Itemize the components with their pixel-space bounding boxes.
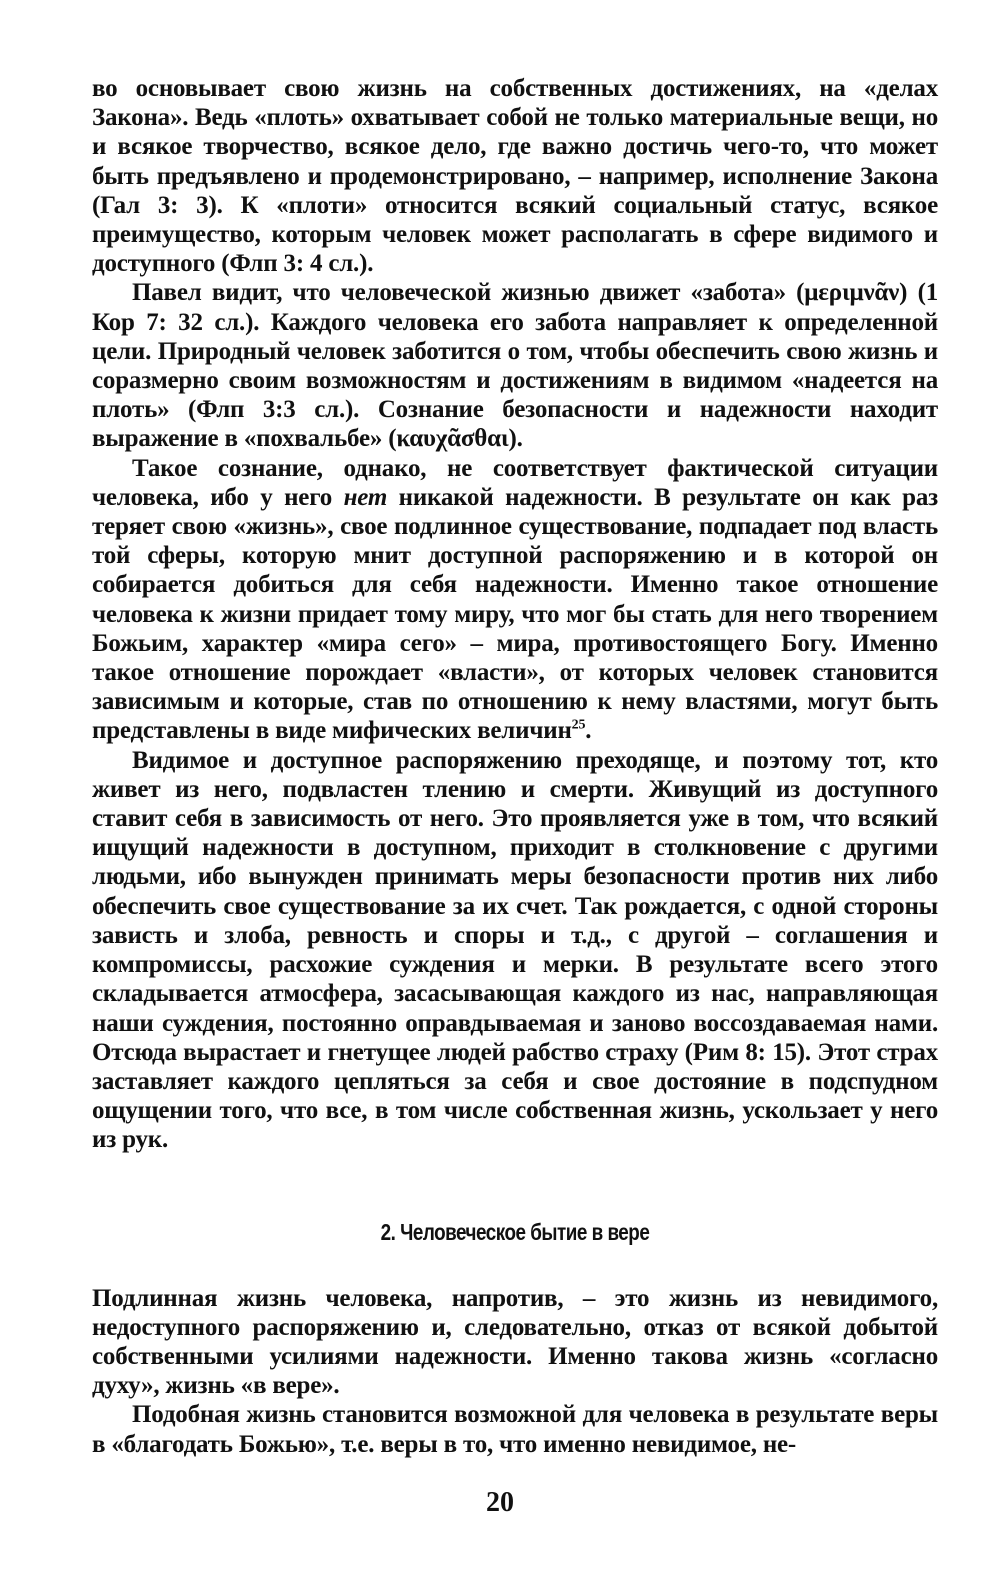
paragraph-3-text-b: никакой надежности. В результате он как раз теряет свою «жизнь», свое подлинное существование, подпадает под власть той сферы, которую мнит доступной распоряжению и в которой он собирается добиться для себя надежности. Именно такое отношение человека к жизни придает тому миру, что мог бы стать для него творением Божьим, характер «мира сего» – мира, противостоящего Богу. Именно такое отношение порождает «власти», от которых человек становится зависимым и которые, став по отношению к нему властями, могут быть представлены в виде мифических величин — [92, 483, 938, 745]
emphasis-word: нет — [343, 483, 388, 511]
paragraph-5: Подлинная жизнь человека, напротив, – это жизнь из невидимого, недоступного распоряжению и, следовательно, отказ от всякой добытой собственными усилиями надежности. Именно такова жизнь «согласно духу», жизнь «в вере». — [92, 1284, 938, 1400]
paragraph-2: Павел видит, что человеческой жизнью движет «забота» (μεριμνᾶν) (1 Кор 7: 32 сл.). Каждого человека его забота направляет к определенной цели. Природный человек заботится о том, чтобы обеспечить свою жизнь и соразмерно своим возможностям и достижениям в видимом «надеется на плоть» (Флп 3:3 сл.). Сознание безопасности и надежности находит выражение в «похвальбе» (καυχᾶσθαι). — [92, 279, 938, 453]
paragraph-4: Видимое и доступное распоряжению преходяще, и поэтому тот, кто живет из него, подвластен тлению и смерти. Живущий из доступного ставит себя в зависимость от него. Это проявляется уже в том, что всякий ищущий надежности в доступном, приходит в столкновение с другими людьми, ибо вынужден принимать меры безопасности против них либо обеспечить свое существование за их счет. Так рождается, с одной стороны зависть и злоба, ревность и споры и т.д., с другой – соглашения и компромиссы, расхожие суждения и мерки. В результате всего этого складывается атмосфера, засасывающая каждого из нас, направляющая наши суждения, постоянно оправдываемая и заново воссоздаваемая нами. Отсюда вырастает и гнетущее людей рабство страху (Рим 8: 15). Этот страх заставляет каждого цепляться за себя и свое достояние в подспудном ощущении того, что все, в том числе собственная жизнь, ускользает у него из рук. — [92, 746, 938, 1154]
paragraph-3-text-a: Такое сознание, однако, не соответствует фактической ситуации человека, ибо у него — [92, 454, 938, 511]
section-heading: 2. Человеческое бытие в вере — [380, 1218, 650, 1245]
footnote-marker[interactable]: 25 — [571, 718, 586, 734]
page-number: 20 — [486, 1487, 514, 1518]
paragraph-3 — [92, 454, 938, 746]
paragraph-1: во основывает свою жизнь на собственных достижениях, на «делах Закона». Ведь «плоть» охватывает собой не только материальные вещи, но и всякое творчество, всякое дело, где важно достичь чего-то, что может быть предъявлено и продемонстрировано, – например, исполнение Закона (Гал 3: 3). К «плоти» относится всякий социальный статус, всякое преимущество, которым человек может располагать в сфере видимого и доступного (Флп 3: 4 сл.). — [92, 75, 938, 278]
page-body — [92, 74, 938, 1459]
paragraph-3-text-c: . — [585, 717, 592, 745]
paragraph-6: Подобная жизнь становится возможной для человека в результате веры в «благодать Божью», т.е. веры в то, что именно невидимое, не- — [92, 1401, 938, 1458]
